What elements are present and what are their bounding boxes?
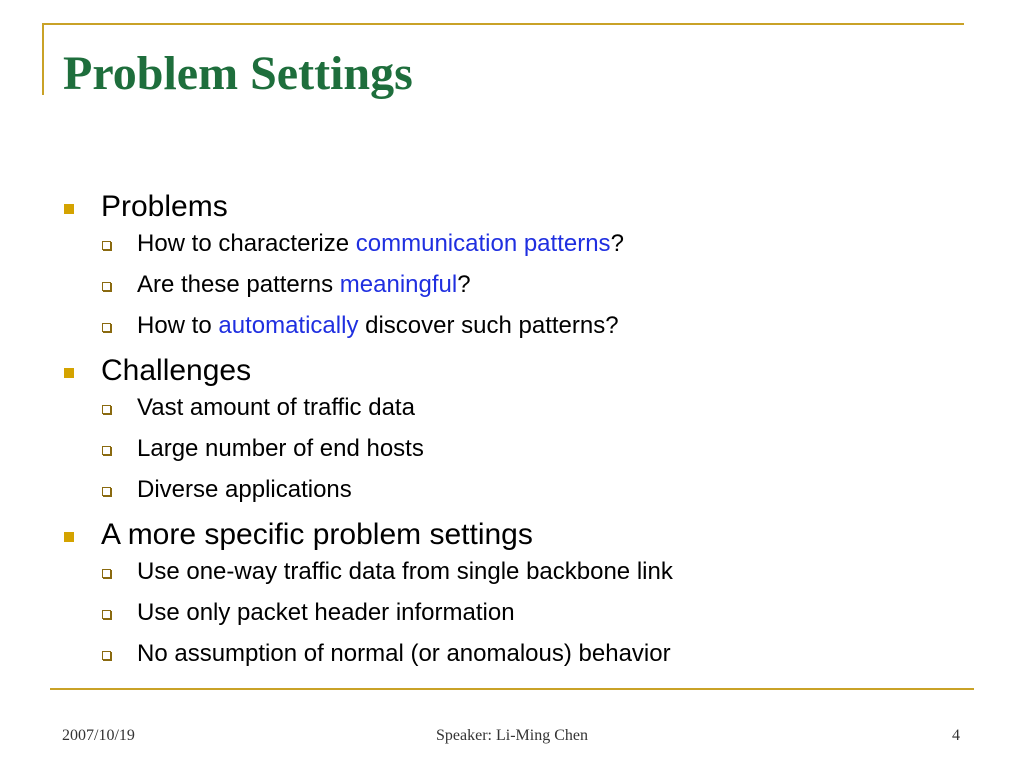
highlighted-text: meaningful bbox=[339, 271, 458, 298]
sub-bullet bbox=[0, 472, 1024, 513]
highlighted-text: communication patterns bbox=[355, 230, 611, 257]
bullet-label: Problems bbox=[101, 190, 228, 223]
square-bullet-icon bbox=[64, 368, 74, 378]
sub-bullet-text: No assumption of normal (or anomalous) behavior bbox=[137, 640, 671, 667]
text-part: discover such patterns? bbox=[358, 312, 619, 339]
sub-bullet-text: Use only packet header information bbox=[137, 599, 515, 626]
sub-bullet bbox=[0, 308, 1024, 349]
sub-bullet bbox=[0, 431, 1024, 472]
hollow-square-bullet-icon bbox=[102, 446, 111, 455]
sub-bullet-text bbox=[137, 309, 619, 343]
sub-bullet-text bbox=[137, 268, 471, 302]
text-part: ? bbox=[457, 271, 471, 298]
hollow-square-bullet-icon bbox=[102, 487, 111, 496]
sub-bullet-text: Vast amount of traffic data bbox=[137, 394, 415, 421]
square-bullet-icon bbox=[64, 204, 74, 214]
bullet-challenges bbox=[0, 349, 1024, 390]
text-part: Are these patterns bbox=[137, 271, 340, 298]
highlighted-text: automatically bbox=[218, 312, 359, 339]
footer-page-number: 4 bbox=[952, 727, 960, 744]
text-part: ? bbox=[610, 230, 624, 257]
sub-bullet-text bbox=[137, 227, 624, 261]
sub-bullet bbox=[0, 554, 1024, 595]
sub-bullet bbox=[0, 595, 1024, 636]
hollow-square-bullet-icon bbox=[102, 282, 111, 291]
hollow-square-bullet-icon bbox=[102, 241, 111, 250]
footer-speaker: Speaker: Li-Ming Chen bbox=[436, 727, 588, 744]
bullet-list bbox=[0, 185, 1024, 677]
bullet-label: A more specific problem settings bbox=[101, 518, 533, 551]
footer-date: 2007/10/19 bbox=[62, 727, 135, 744]
sub-bullet-text: Diverse applications bbox=[137, 476, 352, 503]
footer-divider-line bbox=[50, 688, 974, 690]
sub-bullet bbox=[0, 636, 1024, 677]
bullet-specific-settings bbox=[0, 513, 1024, 554]
hollow-square-bullet-icon bbox=[102, 569, 111, 578]
frame-top-line bbox=[42, 23, 964, 25]
slide-title: Problem Settings bbox=[63, 47, 413, 100]
hollow-square-bullet-icon bbox=[102, 405, 111, 414]
frame-left-line bbox=[42, 23, 44, 95]
text-part: How to bbox=[137, 312, 219, 339]
text-part: How to characterize bbox=[137, 230, 356, 257]
sub-bullet bbox=[0, 390, 1024, 431]
sub-bullet-text: Large number of end hosts bbox=[137, 435, 424, 462]
hollow-square-bullet-icon bbox=[102, 651, 111, 660]
bullet-label: Challenges bbox=[101, 354, 252, 387]
hollow-square-bullet-icon bbox=[102, 323, 111, 332]
sub-bullet bbox=[0, 267, 1024, 308]
square-bullet-icon bbox=[64, 532, 74, 542]
bullet-problems bbox=[0, 185, 1024, 226]
sub-bullet-text: Use one-way traffic data from single backbone link bbox=[137, 558, 673, 585]
hollow-square-bullet-icon bbox=[102, 610, 111, 619]
sub-bullet bbox=[0, 226, 1024, 267]
